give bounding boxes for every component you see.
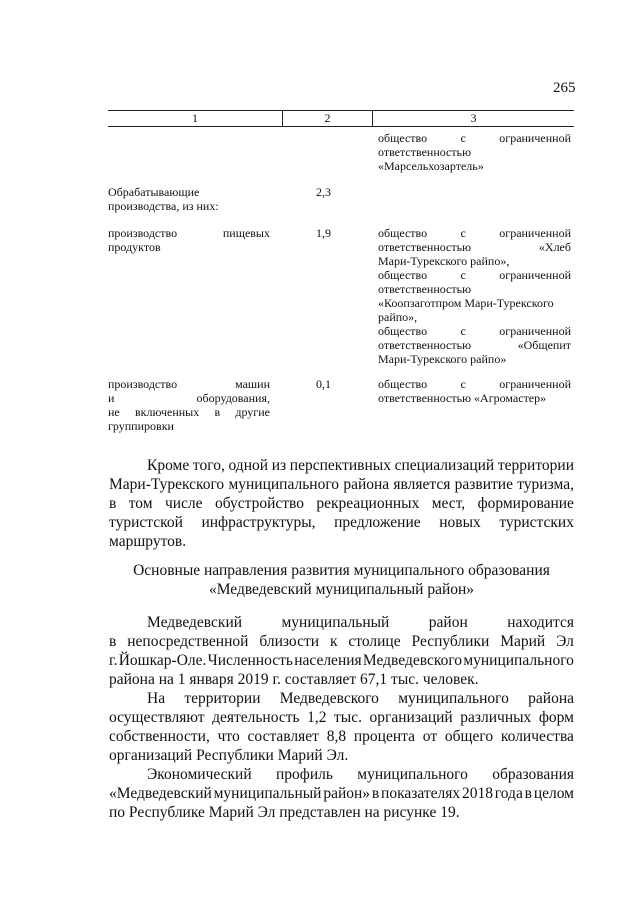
paragraph: Экономический профиль муниципального образования «Медведевский муниципальный район» в показателях 2018 года в целом по Республике Марий Эл представлен на рисунке 19. — [109, 766, 574, 821]
table-header-col-2: 2 — [324, 111, 331, 125]
org-line: «Марсельхозартель» — [378, 159, 484, 173]
table-cell-orgs: общество с ограниченной ответственностью «Агромастер» — [378, 377, 571, 405]
table-row-label: производство пищевых продуктов — [108, 226, 270, 254]
paragraph: На территории Медведевского муниципального района осуществляют деятельность 1,2 тыс. организаций различных форм собственности, что составляет 8,8 процента от общего количества организаций Республики Марий Эл. — [109, 690, 574, 764]
paragraph: Медведевский муниципальный район находится в непосредственной близости к столице Республики Марий Эл г. Йошкар-Оле. Численность населения Медведевского муниципального района на 1 января 2019 г. составляет 67,1 тыс. человек. — [109, 614, 574, 688]
page-number: 265 — [553, 80, 576, 96]
paragraph: Кроме того, одной из перспективных специализаций территории Мари-Турекского муниципального района является развитие туризма, в том числе обустройство рекреационных мест, формирование туристской инфраструктуры, предложение новых туристских маршрутов. — [109, 457, 574, 550]
table-row-value: 0,1 — [316, 377, 331, 391]
org-line: ответственностью — [378, 145, 472, 159]
table-header-rule — [108, 126, 574, 127]
table-cell-orgs: общество с ограниченной ответственностью «Хлеб Мари-Турекского райпо», общество с ограниченной ответственностью «Коопзаготпром Мари-Турекского райпо», общество с ограниченной ответственностью «Общепит Мари-Турекского райпо» — [378, 226, 571, 366]
table-row-label: Обрабатывающие производства, из них: — [108, 185, 219, 213]
table-row-label: производство машин и оборудования, не включенных в другие группировки — [108, 377, 270, 433]
table-header-col-1: 1 — [192, 111, 198, 125]
table-row-value: 1,9 — [316, 226, 331, 240]
table-cell-orgs-carryover: общество с ограниченной ответственностью «Марсельхозартель» — [378, 131, 571, 173]
table-header-col-3: 3 — [470, 111, 477, 125]
org-line: общество — [378, 131, 428, 145]
table-row-value: 2,3 — [316, 185, 331, 199]
section-heading: Основные направления развития муниципального образования «Медведевский муниципальный район» — [133, 562, 550, 598]
